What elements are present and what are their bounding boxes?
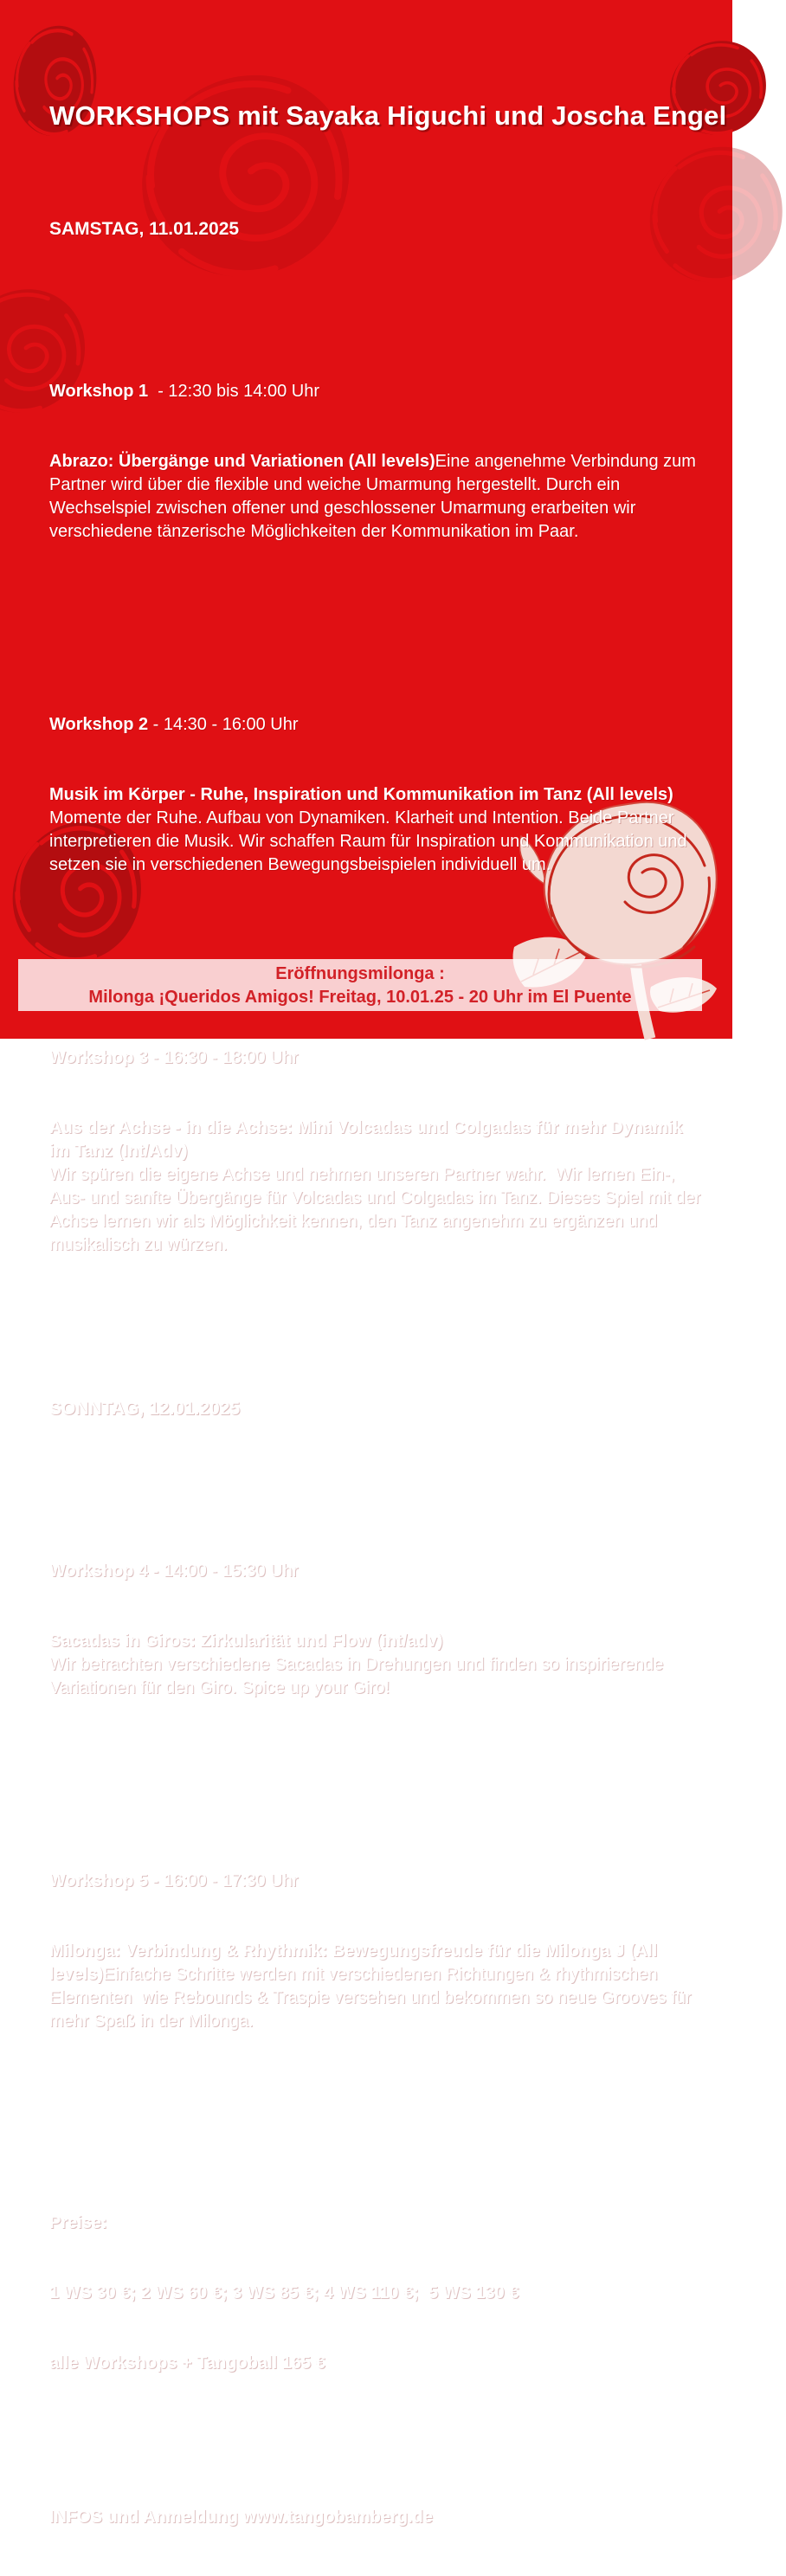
workshop-3-time: - 16:30 - 18:00 Uhr — [148, 1048, 299, 1067]
workshop-3-description: Wir spüren die eigene Achse und nehmen unseren Partner wahr. Wir lernen Ein-, Aus- und sanfte Übergänge für Volcadas und Colgadas im Tanz. Dieses Spiel mit der Achse lernen wir als Möglichkeit kennen, den Tanz angenehm zu ergänzen und musikalisch zu würzen. — [49, 1165, 705, 1254]
workshop-4-section — [49, 1513, 704, 1747]
workshop-3-section — [49, 1000, 704, 1304]
workshop-5-details — [49, 1940, 704, 2033]
poster-content — [49, 52, 727, 2576]
workshop-3-label: Workshop 3 — [49, 1048, 149, 1067]
workshop-4-label: Workshop 4 - — [49, 1562, 159, 1581]
info-registration-line: INFOS und Anmeldung www.tangobamberg.de — [49, 2508, 433, 2527]
workshop-4-title: Sacadas in Giros: Zirkularität und Flow (int/adv) — [49, 1632, 443, 1651]
workshop-2-section — [49, 667, 704, 924]
workshop-2-header — [49, 713, 704, 737]
prices-section — [49, 2165, 704, 2422]
workshop-2-details — [49, 783, 704, 877]
workshop-4-details — [49, 1630, 704, 1700]
workshop-5-title: Milonga: Verbindung & Rhythmik: Bewegungsfreude für die Milonga J (All levels) — [49, 1942, 662, 1984]
day-heading-sunday: SONNTAG, 12.01.2025 — [49, 1399, 241, 1419]
prices-line-1: 1 WS 30 €; 2 WS 60 €; 3 WS 85 €; 4 WS 110 €; 5 WS 130 € — [49, 2283, 519, 2302]
workshop-2-time: - 14:30 - 16:00 Uhr — [148, 715, 299, 734]
workshop-1-description: Eine angenehme Verbindung zum Partner wird über die flexible und weiche Umarmung hergestellt. Durch ein Wechselspiel zwischen offener und geschlossener Umarmung erarbeiten wir verschiedene tänzerische Möglichkeiten der Kommunikation im Paar. — [49, 452, 701, 541]
day-heading-saturday: SAMSTAG, 11.01.2025 — [49, 219, 240, 239]
workshop-3-header — [49, 1046, 704, 1070]
workshop-1-title: Abrazo: Übergänge und Variationen (All levels) — [49, 452, 435, 471]
workshop-1-section — [49, 333, 704, 590]
workshop-1-header — [49, 380, 704, 403]
workshop-1-label: Workshop 1 — [49, 382, 149, 401]
page-title: WORKSHOPS mit Sayaka Higuchi und Joscha Engel — [49, 100, 727, 131]
footer-banner-line-1: Eröffnungsmilonga : — [275, 964, 445, 983]
workshop-4-header — [49, 1560, 704, 1583]
workshop-5-time: 16:00 - 17:30 Uhr — [158, 1871, 299, 1890]
workshop-1-details — [49, 450, 704, 544]
prices-heading: Preise: — [49, 2213, 107, 2232]
workshop-3-title: Aus der Achse - in die Achse: Mini Volcadas und Colgadas für mehr Dynamik im Tanz (Int/Adv) — [49, 1118, 688, 1161]
workshop-2-description: Momente der Ruhe. Aufbau von Dynamiken. Klarheit und Intention. Beide Partner interpretieren die Musik. Wir schaffen Raum für Inspiration und Kommunikation und setzen sie in verschiedenen Bewegungsbeispielen individuell um. — [49, 808, 693, 874]
workshop-2-label: Workshop 2 — [49, 715, 149, 734]
workshop-5-label: Workshop 5 - — [49, 1871, 159, 1890]
workshop-3-details — [49, 1117, 704, 1257]
prices-line-2: alle Workshops + Tangoball 165 € — [49, 2354, 325, 2373]
workshop-2-title: Musik im Körper - Ruhe, Inspiration und Kommunikation im Tanz (All levels) — [49, 785, 673, 804]
workshop-5-description: Einfache Schritte werden mit verschiedenen Richtungen & rhythmischen Elementen wie Rebounds & Traspie versehen und bekommen so neue Grooves für mehr Spaß in der Milonga. — [49, 1965, 697, 2031]
workshop-4-time: 14:00 - 15:30 Uhr — [158, 1562, 299, 1581]
footer-banner — [18, 959, 702, 1011]
workshop-1-time: - 12:30 bis 14:00 Uhr — [148, 382, 319, 401]
workshop-5-section — [49, 1823, 704, 2080]
workshop-4-description: Wir betrachten verschiedene Sacadas in Drehungen und finden so inspirierende Variationen für den Giro. Spice up your Giro! — [49, 1655, 668, 1697]
workshop-5-header — [49, 1870, 704, 1893]
footer-banner-line-2: Milonga ¡Queridos Amigos! Freitag, 10.01.25 - 20 Uhr im El Puente — [88, 988, 632, 1007]
